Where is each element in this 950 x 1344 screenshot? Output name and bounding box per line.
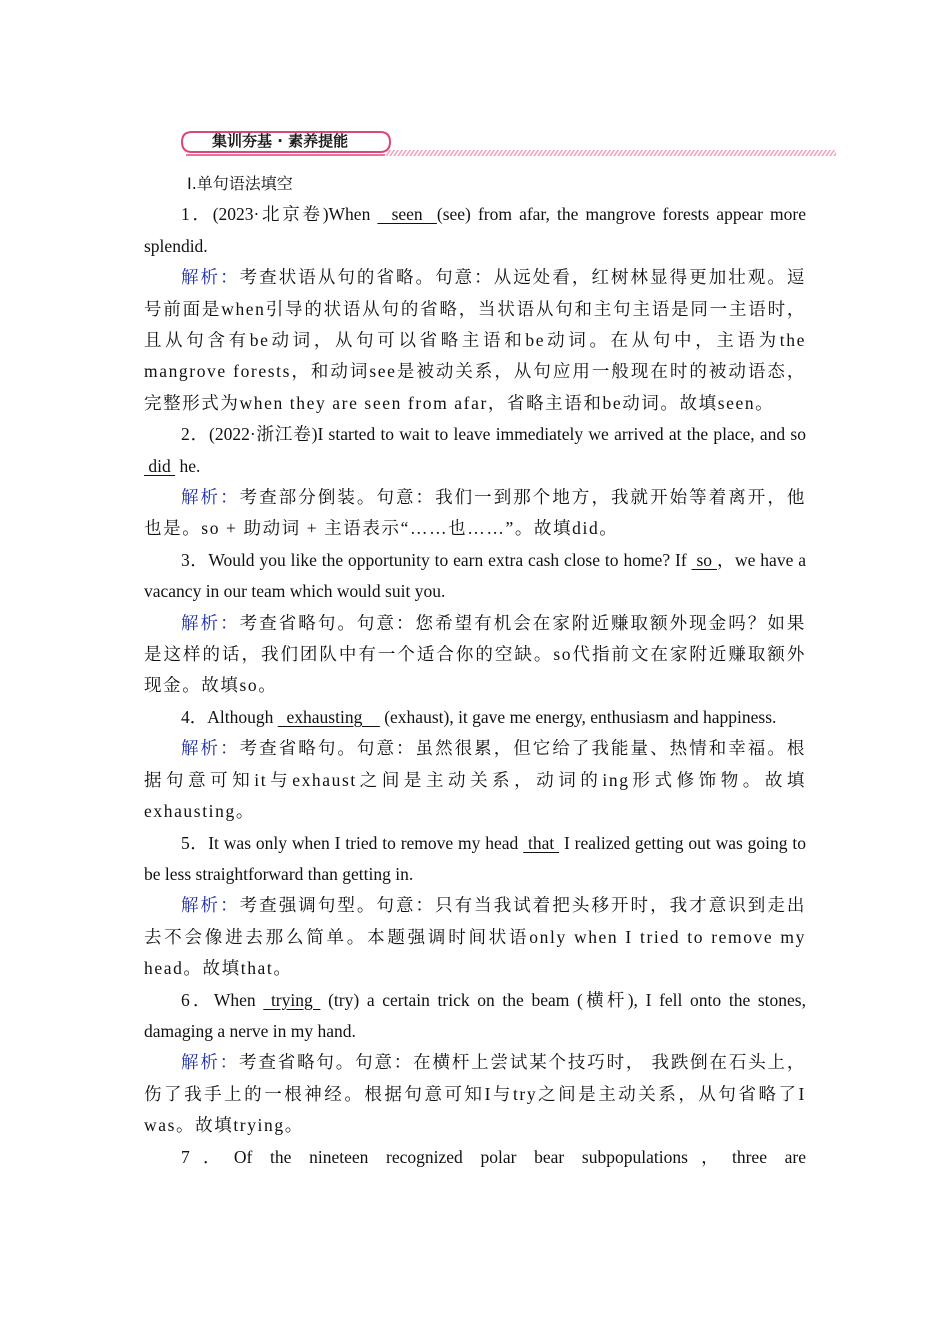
question-5: [144, 828, 806, 891]
explanation-label: 解析：: [181, 738, 240, 759]
question-number: 4．: [181, 706, 208, 727]
explanation-label: 解析：: [181, 487, 240, 508]
explanation-label: 解析：: [181, 612, 240, 633]
question-number: 7．: [181, 1146, 234, 1167]
question-text: It was only when I tried to remove my head: [208, 832, 524, 853]
explanation-text: 考查状语从句的省略。句意：从远处看，红树林显得更加壮观。逗号前面是when引导的状语从句的省略，当状语从句和主句主语是同一主语时，且从句含有be动词，从句可以省略主语和be动词。在从句中，主语为the mangrove forests，和动词see是被动关系，从句应用一般现在时的被动语态，完整形式为when they are seen from afar，省略主语和be动词。故填seen。: [144, 267, 806, 413]
answer-blank: trying: [263, 989, 321, 1010]
explanation-text: 考查强调句型。句意：只有当我试着把头移开时，我才意识到走出去不会像进去那么简单。本题强调时间状语only when I tried to remove my head。故填that。: [144, 895, 806, 979]
question-text: When: [213, 989, 264, 1010]
question-2: [144, 419, 806, 482]
explanation-1: [144, 262, 806, 419]
question-number: 6．: [181, 989, 214, 1010]
question-text: ，we have a vacancy in our team which would suit you.: [144, 549, 807, 602]
explanation-4: [144, 733, 806, 827]
explanation-label: 解析：: [181, 1052, 240, 1073]
answer-blank: exhausting: [277, 706, 380, 727]
explanation-6: [144, 1047, 806, 1141]
answer-blank: seen: [377, 204, 437, 225]
question-text: Although: [207, 706, 278, 727]
question-7: [144, 1142, 806, 1173]
question-text: he.: [175, 455, 201, 476]
answer-blank: that: [523, 832, 560, 853]
explanation-text: 考查省略句。句意：在横杆上尝试某个技巧时， 我跌倒在石头上，伤了我手上的一根神经。根据句意可知I与try之间是主动关系，从句省略了I was。故填trying。: [144, 1052, 806, 1136]
document-body: [144, 168, 806, 1173]
question-number: 5．: [181, 832, 209, 853]
answer-blank: so: [691, 549, 717, 570]
section-title: Ⅰ.单句语法填空: [187, 174, 293, 193]
section-banner: [180, 129, 836, 159]
question-4: [144, 702, 806, 733]
question-number: 2．: [181, 424, 209, 445]
question-text: Of the nineteen recognized polar bear subpopulations，three are: [233, 1146, 807, 1167]
question-text: I realized getting out was going to be less straightforward than getting in.: [144, 832, 807, 884]
question-number: 1．: [181, 204, 213, 225]
explanation-5: [144, 890, 806, 984]
question-1: [144, 199, 806, 262]
question-text: (2022·浙江卷)I started to wait to leave immediately we arrived at the place, and so: [209, 424, 806, 445]
answer-blank: did: [144, 455, 176, 476]
question-6: [144, 985, 806, 1048]
explanation-3: [144, 608, 806, 702]
banner-title: 集训夯基 · 素养提能: [212, 132, 349, 150]
explanation-text: 考查省略句。句意：虽然很累，但它给了我能量、热情和幸福。根据句意可知it与exhaust之间是主动关系，动词的ing形式修饰物。故填exhausting。: [144, 738, 806, 822]
question-text: (exhaust), it gave me energy, enthusiasm and happiness.: [379, 706, 777, 727]
explanation-text: 考查部分倒装。句意：我们一到那个地方，我就开始等着离开，他也是。so + 助动词 + 主语表示“……也……”。故填did。: [144, 487, 806, 539]
explanation-label: 解析：: [181, 895, 240, 916]
question-text: (2023·北京卷)When: [212, 204, 378, 225]
question-text: Would you like the opportunity to earn extra cash close to home? If: [208, 549, 692, 570]
explanation-label: 解析：: [181, 267, 240, 288]
question-text: (try) a certain trick on the beam (横杆), I fell onto the stones, damaging a nerve in my hand.: [144, 989, 806, 1041]
question-3: [144, 545, 806, 608]
explanation-text: 考查省略句。句意：您希望有机会在家附近赚取额外现金吗？如果是这样的话，我们团队中有一个适合你的空缺。so代指前文在家附近赚取额外现金。故填so。: [144, 612, 806, 696]
explanation-2: [144, 482, 806, 545]
question-number: 3．: [181, 549, 209, 570]
question-text: (see) from afar, the mangrove forests appear more splendid.: [144, 204, 806, 256]
